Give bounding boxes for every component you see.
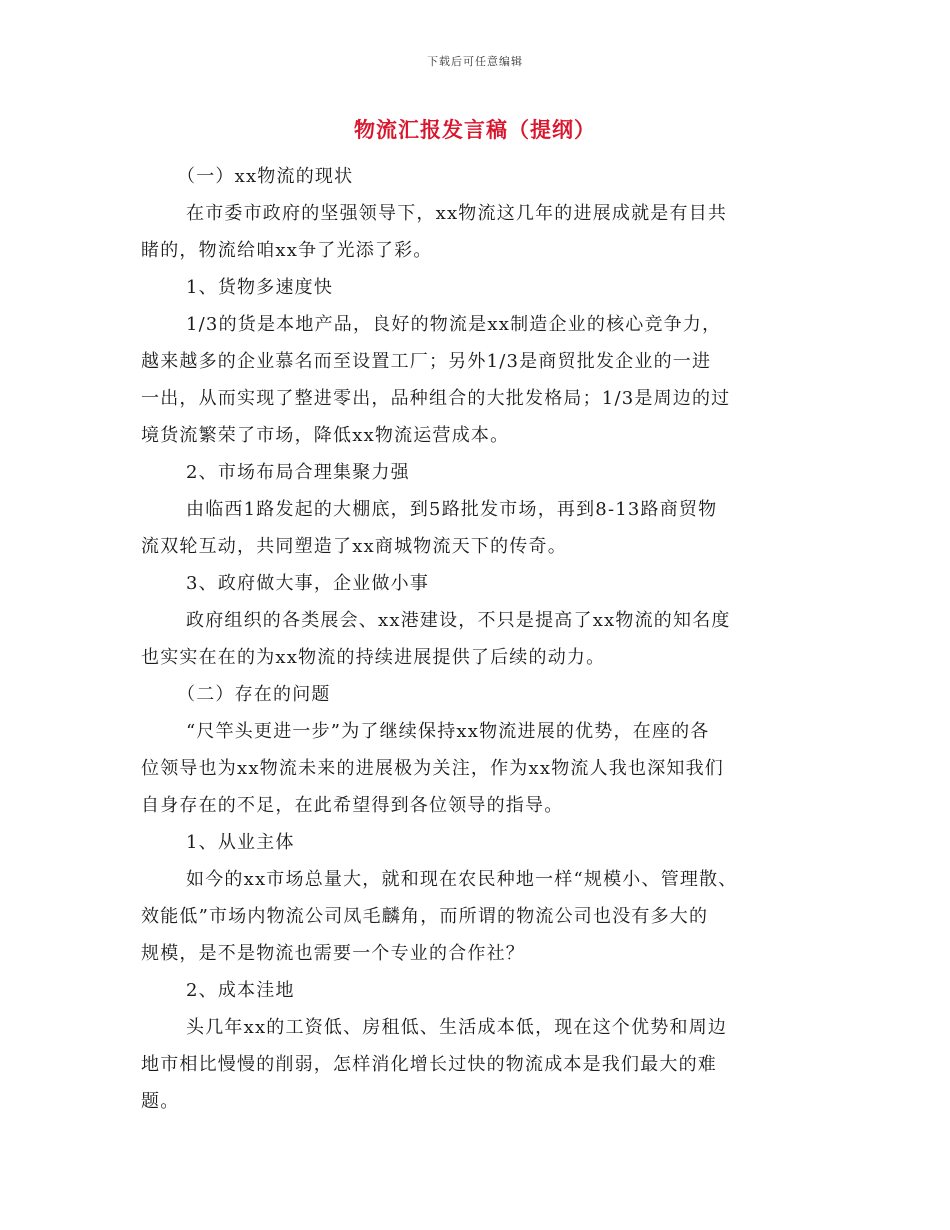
paragraph-line: 一出，从而实现了整进零出，品种组合的大批发格局；1/3是周边的过 [141,388,731,409]
paragraph-line: 越来越多的企业慕名而至设置工厂；另外1/3是商贸批发企业的一进 [141,351,712,372]
paragraph-line: 在市委市政府的坚强领导下，xx物流这几年的进展成就是有目共 [186,203,728,224]
paragraph-line: 睹的，物流给咱xx争了光添了彩。 [141,240,433,261]
subheading-goods: 1、货物多速度快 [186,277,334,298]
paragraph-line: 由临西1路发起的大棚底，到5路批发市场，再到8-13路商贸物 [186,499,718,520]
paragraph-line: 规模，是不是物流也需要一个专业的合作社？ [141,943,525,964]
section-heading-problems: （二）存在的问题 [177,684,331,705]
paragraph-line: 境货流繁荣了市场，降低xx物流运营成本。 [141,425,510,446]
subheading-government: 3、政府做大事，企业做小事 [186,573,430,594]
paragraph-line: 自身存在的不足，在此希望得到各位领导的指导。 [141,795,564,816]
paragraph-line: 如今的xx市场总量大，就和现在农民种地一样“规模小、管理散、 [186,869,738,890]
document-title: 物流汇报发言稿（提纲） [354,117,596,142]
paragraph-line: 题。 [141,1091,180,1112]
header-note: 下载后可任意编辑 [427,55,523,68]
subheading-operators: 1、从业主体 [186,832,295,853]
paragraph-line: 流双轮互动，共同塑造了xx商城物流天下的传奇。 [141,536,567,557]
paragraph-line: 头几年xx的工资低、房租低、生活成本低，现在这个优势和周边 [186,1017,728,1038]
paragraph-line: 效能低”市场内物流公司凤毛麟角，而所谓的物流公司也没有多大的 [141,906,709,927]
paragraph-line: 政府组织的各类展会、xx港建设，不只是提高了xx物流的知名度 [186,610,731,631]
paragraph-line: 也实实在在的为xx物流的持续进展提供了后续的动力。 [141,647,606,668]
paragraph-line: 地市相比慢慢的削弱，怎样消化增长过快的物流成本是我们最大的难 [141,1054,717,1075]
section-heading-status: （一）xx物流的现状 [177,166,354,187]
subheading-market-layout: 2、市场布局合理集聚力强 [186,462,410,483]
document-body [141,158,821,1120]
paragraph-line: “尺竿头更进一步”为了继续保持xx物流进展的优势，在座的各 [186,721,710,742]
paragraph-line: 位领导也为xx物流未来的进展极为关注，作为xx物流人我也深知我们 [141,758,725,779]
paragraph-line: 1/3的货是本地产品，良好的物流是xx制造企业的核心竞争力， [186,314,722,335]
subheading-cost: 2、成本洼地 [186,980,295,1001]
